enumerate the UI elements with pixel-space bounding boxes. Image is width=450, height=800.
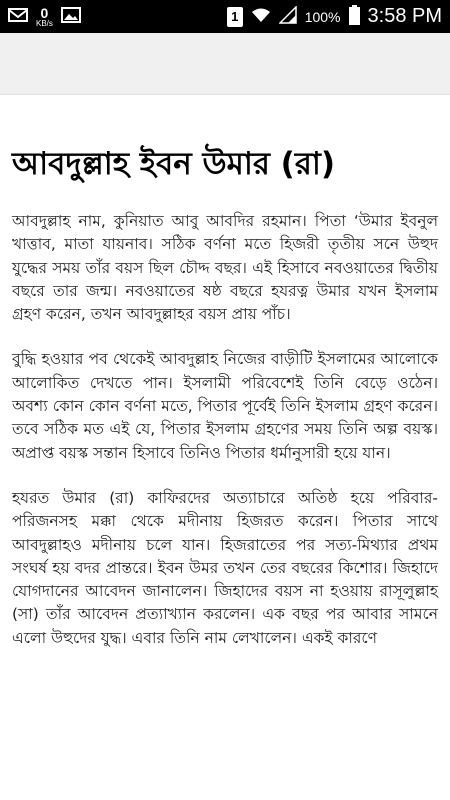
mail-icon	[8, 7, 28, 27]
article-paragraph: আবদুল্লাহ নাম, কুনিয়াত আবু আবদির রহমান। পিতা ‘উমার ইবনুল খাত্তাব, মাতা যায়নাব। সঠিক বর্ণনা মতে হিজরী তৃতীয় সনে উহুদ যুদ্ধের সময় তাঁর বয়স ছিল চৌদ্দ বছর। এই হিসাবে নবওয়াতের দ্বিতীয় বছরে তার জন্ম। নবওয়াতের ষষ্ঠ বছরে হযরত্ন উমার যখন ইসলাম গ্রহণ করেন, তখন আবদুল্লাহর বয়স প্রায় পাঁচ।	[12, 212, 438, 324]
image-icon	[61, 7, 81, 27]
clock: 3:58 PM	[367, 5, 442, 27]
article-title: আবদুল্লাহ ইবন উমার (রা)	[12, 146, 336, 182]
status-right	[227, 5, 442, 29]
sim-slot-badge: 1	[227, 7, 243, 27]
article-paragraph: বুদ্ধি হওয়ার পব থেকেই আবদুল্লাহ নিজের বাড়ীটি ইসলামের আলোকে আলোকিত দেখতে পান। ইসলামী পরিবেশেই তিনি বেড়ে ওঠেন। অবশ্য কোন কোন বর্ণনা মতে, পিতার পূর্বেই তিনি ইসলাম গ্রহণ করেন। তবে সঠিক মত এই যে, পিতার ইসলাম গ্রহণের সময় তিনি অল্প বয়স্ক। অপ্রাপ্ত বয়স্ক সন্তান হিসাবে তিনিও পিতার ধর্মানুসারী হয়ে যান।	[12, 350, 438, 462]
app-toolbar	[0, 33, 450, 95]
status-bar	[0, 0, 450, 33]
battery-percent: 100%	[304, 8, 341, 25]
network-speed-value: 0	[40, 4, 49, 21]
battery-icon	[349, 5, 360, 29]
wifi-icon	[251, 7, 271, 27]
network-speed	[36, 6, 53, 28]
signal-icon	[279, 6, 297, 28]
article-content[interactable]	[0, 95, 450, 800]
article-paragraph: হযরত উমার (রা) কাফিরদের অত্যাচারে অতিষ্ঠ হয়ে পরিবার-পরিজনসহ মক্কা থেকে মদীনায় হিজরত করেন। পিতার সাথে আবদুল্লাহও মদীনায় চলে যান। হিজরাতের পর সত্য-মিথ্যার প্রথম সংঘর্ষ হয় বদর প্রান্তরে। ইবন উমর তখন তের বছরের কিশোর। জিহাদে যোগদানের আবেদন জানালেন। জিহাদের বয়স না হওয়ায় রাসূলুল্লাহ (সা) তাঁর আবেদন প্রত্যাখ্যান করলেন। এক বছর পর আবার সামনে এলো উহুদের যুদ্ধ। এবার তিনি নাম লেখালেন। একই কারণে	[12, 488, 438, 647]
network-speed-unit: KB/s	[36, 18, 53, 28]
status-left	[8, 6, 81, 28]
